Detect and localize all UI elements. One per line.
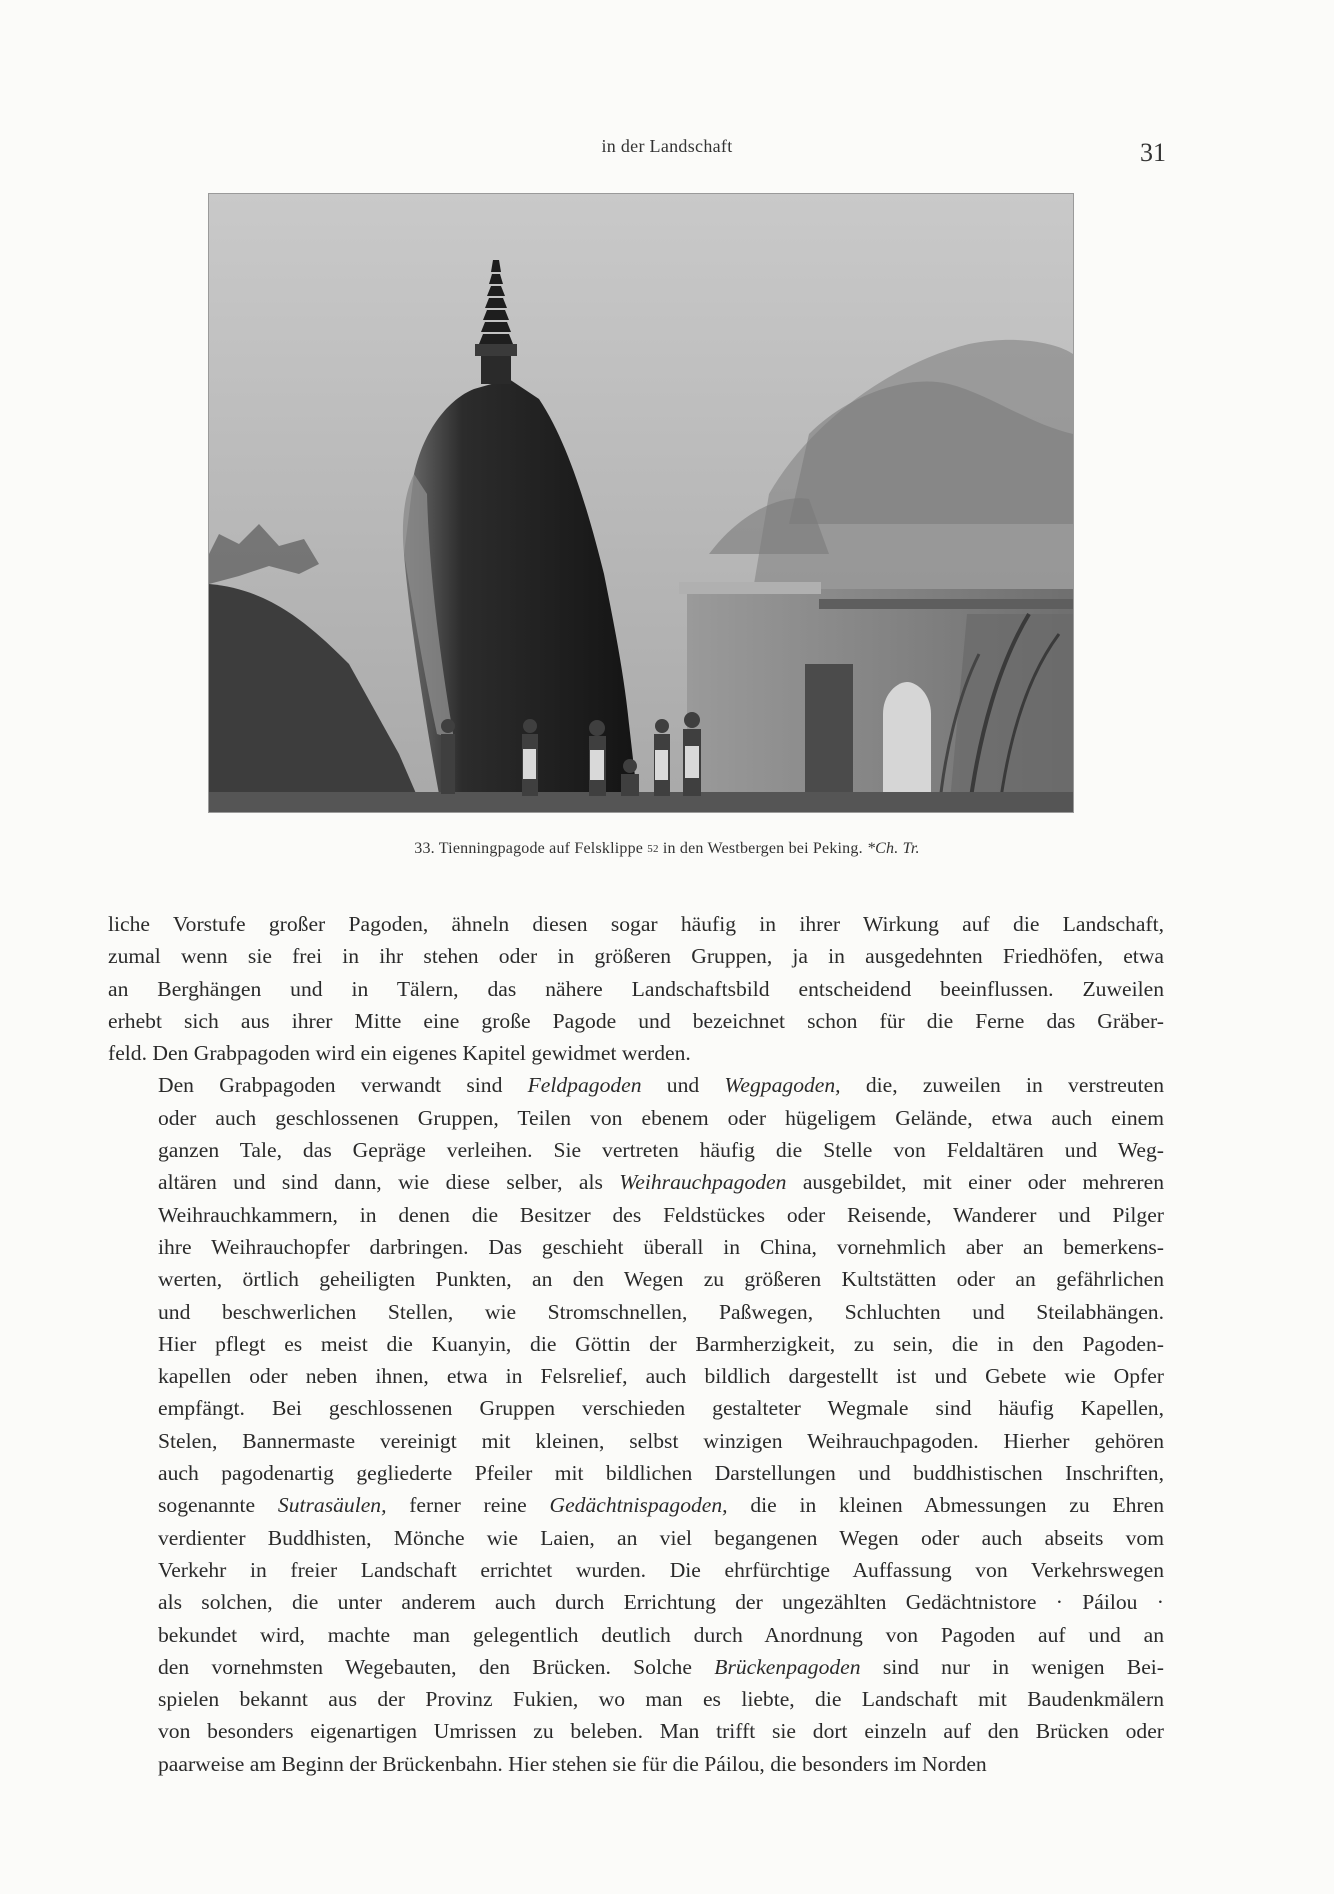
text-line: [108, 1328, 1164, 1360]
italic-term: Wegpagoden,: [724, 1073, 841, 1098]
text-line: [108, 1489, 1164, 1521]
text-line: [108, 1392, 1164, 1424]
photograph-pagoda-on-rock: [208, 193, 1074, 813]
text-run: oder auch geschlossenen Gruppen, Teilen von ebenem oder hügeligem Gelände, etwa auch einem: [158, 1105, 1164, 1130]
text-run: von besonders eigenartigen Umrissen zu beleben. Man trifft sie dort einzeln auf den Brücken oder: [158, 1719, 1164, 1744]
text-run: den vornehmsten Wegebauten, den Brücken. Solche: [158, 1654, 715, 1679]
text-run: ganzen Tale, das Gepräge verleihen. Sie vertreten häufig die Stelle von Feldaltären und Weg-: [158, 1138, 1164, 1163]
text-run: paarweise am Beginn der Brückenbahn. Hier stehen sie für die Páilou, die besonders im Norden: [158, 1751, 987, 1776]
text-line: [108, 1037, 1164, 1069]
text-line: [108, 1651, 1164, 1683]
italic-term: Weihrauchpagoden: [619, 1170, 787, 1195]
caption-location: in den Westbergen bei Peking.: [662, 840, 863, 857]
text-run: als solchen, die unter anderem auch durch Errichtung der ungezählten Gedächtnistore · Páilou ·: [158, 1590, 1164, 1615]
text-run: sogenannte: [158, 1493, 278, 1518]
text-run: Hier pflegt es meist die Kuanyin, die Göttin der Barmherzigkeit, zu sein, die in den Pagoden-: [158, 1331, 1164, 1356]
italic-term: Brückenpagoden: [714, 1654, 861, 1679]
text-run: die, zuweilen in verstreuten: [840, 1073, 1164, 1098]
text-line: [108, 1586, 1164, 1618]
text-run: kapellen oder neben ihnen, etwa in Felsrelief, auch bildlich dargestellt ist und Gebete wie Opfer: [158, 1364, 1164, 1389]
text-line: [108, 1619, 1164, 1651]
italic-term: Gedächtnispagoden,: [549, 1493, 728, 1518]
text-line: [108, 1522, 1164, 1554]
text-line: [108, 1102, 1164, 1134]
text-run: Weihrauchkammern, in denen die Besitzer des Feldstückes oder Reisende, Wanderer und Pilger: [158, 1202, 1164, 1227]
text-line: [108, 1360, 1164, 1392]
caption-source: *Ch. Tr.: [866, 840, 920, 857]
text-line: [108, 1425, 1164, 1457]
running-head: in der Landschaft: [601, 136, 733, 156]
text-run: liche Vorstufe großer Pagoden, ähneln diesen sogar häufig in ihrer Wirkung auf die Landschaft,: [108, 912, 1164, 936]
text-run: sind nur in wenigen Bei-: [860, 1654, 1165, 1679]
text-run: ihre Weihrauchopfer darbringen. Das geschieht überall in China, vornehmlich aber an bemerkens-: [158, 1234, 1164, 1259]
text-run: erhebt sich aus ihrer Mitte eine große Pagode und bezeichnet schon für die Ferne das Gräber-: [108, 1008, 1164, 1033]
text-run: verdienter Buddhisten, Mönche wie Laien, an viel begangenen Wegen oder auch abseits vom: [158, 1525, 1164, 1550]
text-line: [108, 1231, 1164, 1263]
caption-text: 33. Tienningpagode auf Felsklippe: [414, 840, 644, 857]
text-run: an Berghängen und in Tälern, das nähere Landschaftsbild entscheidend beeinflussen. Zuweilen: [108, 976, 1164, 1001]
text-line: [108, 1554, 1164, 1586]
text-run: ausgebildet, mit einer oder mehreren: [786, 1170, 1164, 1195]
text-line: [108, 1263, 1164, 1295]
text-line: [108, 1748, 1164, 1780]
text-run: feld. Den Grabpagoden wird ein eigenes Kapitel gewidmet werden.: [108, 1041, 691, 1066]
paragraph: [108, 908, 1164, 1069]
text-run: empfängt. Bei geschlossenen Gruppen verschieden gestalteter Wegmale sind häufig Kapellen,: [158, 1396, 1164, 1421]
text-line: [108, 908, 1164, 940]
text-line: [108, 1166, 1164, 1198]
text-run: spielen bekannt aus der Provinz Fukien, wo man es liebte, die Landschaft mit Baudenkmälern: [158, 1687, 1164, 1712]
text-run: zumal wenn sie frei in ihr stehen oder in größeren Gruppen, ja in ausgedehnten Friedhöfen, etwa: [108, 944, 1164, 969]
italic-term: Feldpagoden: [527, 1073, 642, 1098]
text-line: [108, 1005, 1164, 1037]
text-line: [108, 1457, 1164, 1489]
text-line: [108, 1715, 1164, 1747]
page-number: 31: [1140, 138, 1166, 167]
text-line: [108, 973, 1164, 1005]
text-run: werten, örtlich geheiligten Punkten, an den Wegen zu größeren Kultstätten oder an gefährlichen: [158, 1267, 1164, 1292]
text-line: [108, 1069, 1164, 1101]
text-run: die in kleinen Abmessungen zu Ehren: [727, 1493, 1164, 1518]
text-line: [108, 1199, 1164, 1231]
text-run: Den Grabpagoden verwandt sind: [158, 1073, 528, 1098]
text-run: und beschwerlichen Stellen, wie Stromschnellen, Paßwegen, Schluchten und Steilabhängen.: [158, 1299, 1164, 1324]
text-line: [108, 940, 1164, 972]
body-text: [108, 908, 1164, 1780]
text-run: bekundet wird, machte man gelegentlich deutlich durch Anordnung von Pagoden auf und an: [158, 1622, 1164, 1647]
text-run: und: [641, 1073, 725, 1098]
text-line: [108, 1134, 1164, 1166]
paragraph: [108, 1069, 1164, 1780]
text-run: ferner reine: [386, 1493, 550, 1518]
text-run: auch pagodenartig gegliederte Pfeiler mit bildlichen Darstellungen und buddhistischen Inschriften,: [158, 1461, 1164, 1486]
text-line: [108, 1683, 1164, 1715]
text-run: altären und sind dann, wie diese selber, als: [158, 1170, 620, 1195]
figure-caption: [0, 840, 1334, 858]
italic-term: Sutrasäulen,: [277, 1493, 387, 1518]
text-line: [108, 1296, 1164, 1328]
text-run: Verkehr in freier Landschaft errichtet wurden. Die ehrfürchtige Auffassung von Verkehrswegen: [158, 1557, 1164, 1582]
text-run: Stelen, Bannermaste vereinigt mit kleinen, selbst winzigen Weihrauchpagoden. Hierher gehören: [158, 1428, 1164, 1453]
caption-reference: 52: [647, 843, 659, 855]
